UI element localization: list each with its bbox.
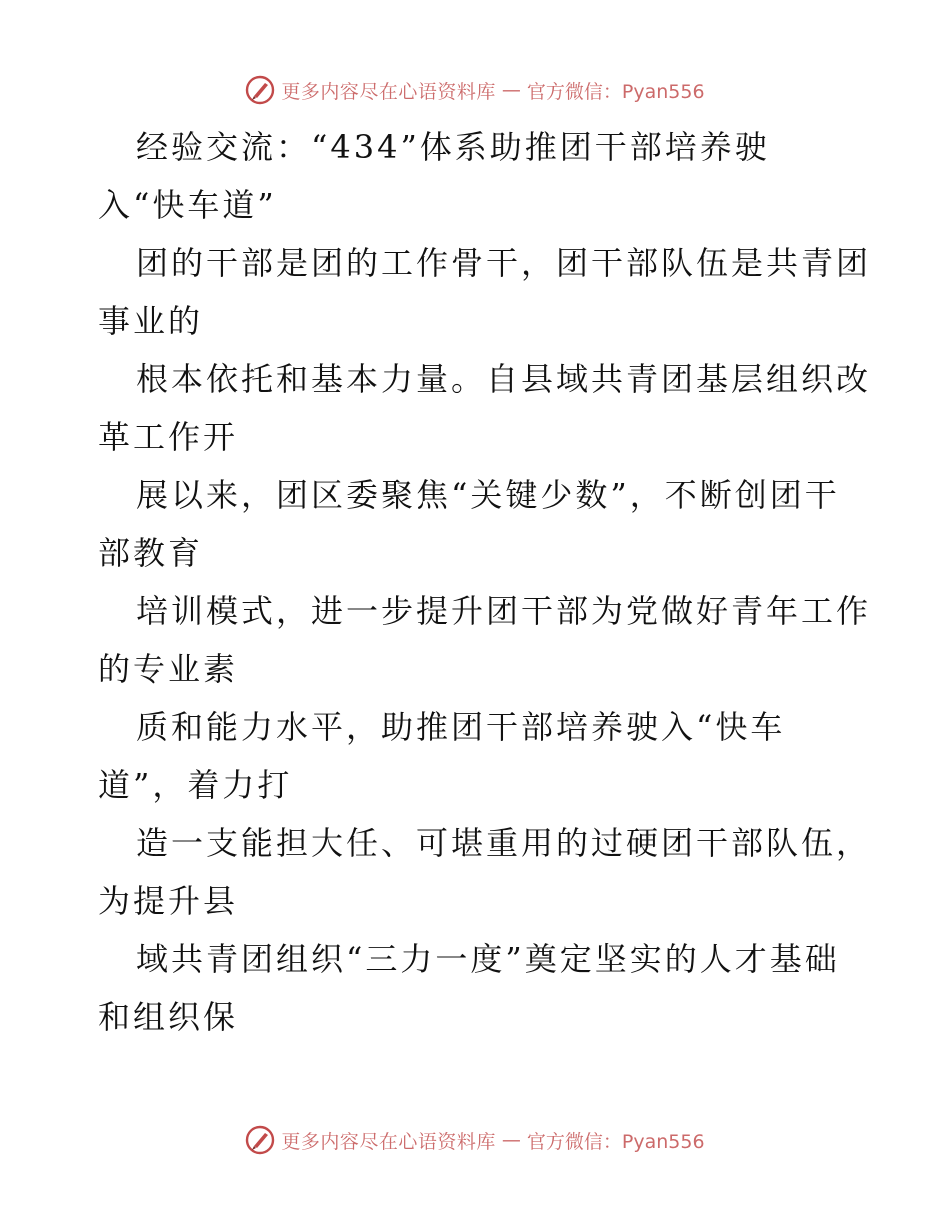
paragraph-line: 团的干部是团的工作骨干，团干部队伍是共青团 (136, 244, 872, 282)
paragraph-line: 展以来，团区委聚焦“关键少数”，不断创团干 (136, 476, 840, 514)
paragraph-line: 培训模式，进一步提升团干部为党做好青年工作 (136, 592, 872, 630)
paragraph-line: 和组织保 (98, 998, 239, 1036)
footer-watermark (0, 1120, 950, 1160)
watermark-title: 更多内容尽在心语资料库 (281, 1130, 496, 1153)
paragraph-line: 革工作开 (98, 418, 239, 456)
paragraph-line: 域共青团组织“三力一度”奠定坚实的人才基础 (136, 940, 840, 978)
watermark-contact: 官方微信：Pyan556 (526, 1130, 705, 1153)
paragraph-line: 质和能力水平，助推团干部培养驶入“快车 (136, 708, 786, 746)
paragraph-line: 道”，着力打 (98, 766, 293, 804)
watermark-separator: — (501, 79, 521, 101)
quill-pen-logo-icon (245, 75, 275, 105)
paragraph-line: 造一支能担大任、可堪重用的过硬团干部队伍， (136, 824, 872, 862)
watermark-separator: — (501, 1129, 521, 1151)
document-body (98, 118, 872, 1046)
watermark-contact: 官方微信：Pyan556 (526, 80, 705, 103)
heading-line-1: 经验交流：“434”体系助推团干部培养驶 (136, 128, 770, 166)
paragraph-line: 为提升县 (98, 882, 239, 920)
paragraph-line: 根本依托和基本力量。自县域共青团基层组织改 (136, 360, 872, 398)
header-watermark (0, 70, 950, 110)
paragraph-line: 部教育 (98, 534, 204, 572)
quill-pen-logo-icon (245, 1125, 275, 1155)
watermark-title: 更多内容尽在心语资料库 (281, 80, 496, 103)
heading-line-2: 入“快车道” (98, 186, 277, 224)
paragraph-line: 的专业素 (98, 650, 239, 688)
paragraph-line: 事业的 (98, 302, 204, 340)
